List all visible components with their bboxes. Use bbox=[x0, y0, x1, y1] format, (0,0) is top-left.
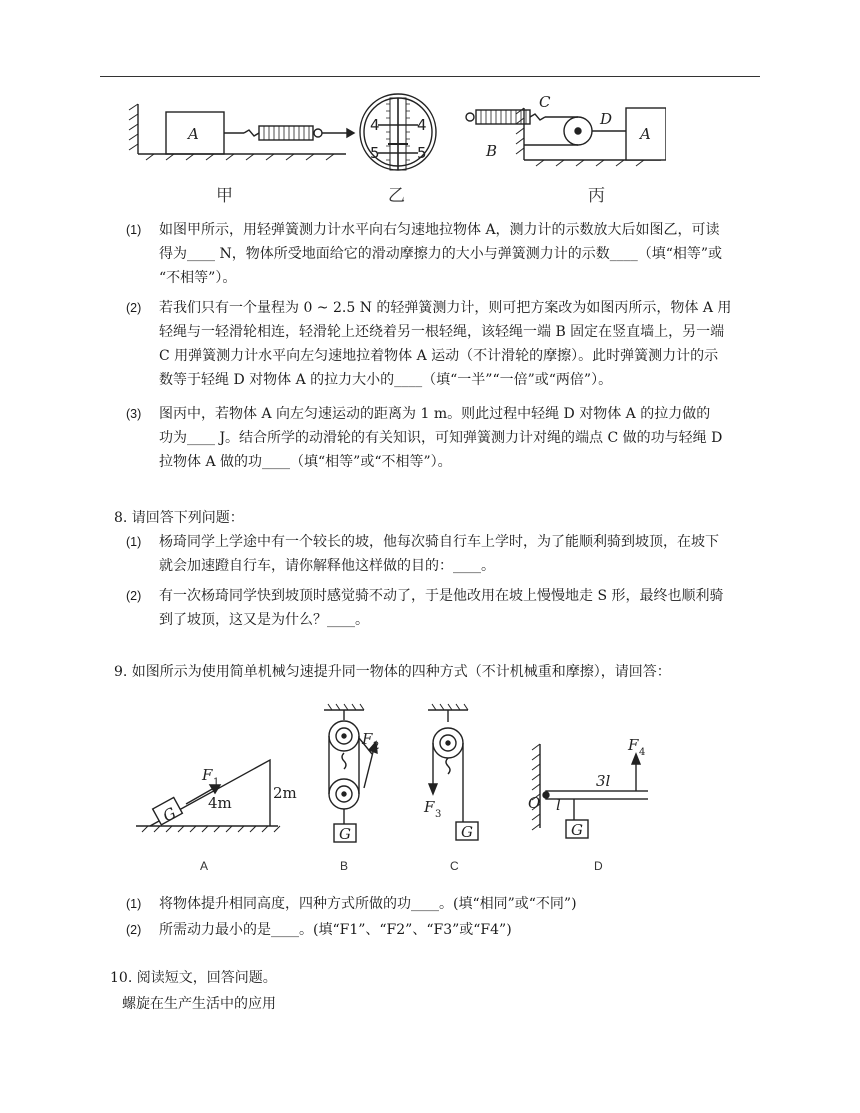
text-line: 若我们只有一个量程为 0 ~ 2.5 N 的轻弹簧测力计，则可把方案改为如图丙所示，物体 A 用 bbox=[159, 300, 732, 316]
f1-sub: 1 bbox=[213, 777, 220, 788]
lever-pivot: O bbox=[528, 794, 541, 812]
g-label-b: G bbox=[339, 825, 351, 843]
f3-label: F bbox=[424, 798, 435, 816]
text-line: 数等于轻绳 D 对物体 A 的拉力大小的____（填“一半”“一倍”或“两倍”）。 bbox=[159, 372, 613, 388]
q8-title: 8. 请回答下列问题： bbox=[114, 510, 244, 526]
f2-label: F bbox=[362, 730, 373, 748]
point-c: C bbox=[539, 93, 551, 111]
text-line: 有一次杨琦同学快到坡顶时感觉骑不动了，于是他改用在坡上慢慢地走 S 形，最终也顺利骑 bbox=[159, 588, 724, 604]
q9-part-2 bbox=[126, 918, 776, 942]
text-line: 就会加速蹬自行车，请你解释他这样做的目的：____。 bbox=[159, 558, 495, 574]
q10-title: 10. 阅读短文，回答问题。 bbox=[110, 970, 277, 986]
label-jia: 甲 bbox=[216, 186, 233, 206]
slope-height: 2m bbox=[273, 784, 297, 802]
text-line: 得为____ N，物体所受地面给它的滑动摩擦力的大小与弹簧测力计的示数____（填“相等”或 bbox=[159, 246, 723, 262]
label-yi: 乙 bbox=[388, 186, 405, 206]
part-number: (2) bbox=[126, 301, 142, 315]
f1-label: F bbox=[202, 766, 213, 784]
point-b: B bbox=[486, 142, 498, 160]
text-line: 功为____ J。结合所学的动滑轮的有关知识，可知弹簧测力计对绳的端点 C 做的功与轻绳 D bbox=[159, 430, 723, 446]
f2-sub: 2 bbox=[373, 741, 380, 752]
q7-part-3 bbox=[126, 402, 776, 474]
friction-experiment-figure bbox=[126, 84, 666, 210]
lever-long-arm: 3l bbox=[596, 772, 611, 790]
q8-part-1 bbox=[126, 530, 776, 578]
caption-c: C bbox=[450, 859, 459, 873]
scale-5-left: 5 bbox=[370, 144, 380, 162]
simple-machines-figure bbox=[128, 698, 648, 884]
text-line: 杨琦同学上学途中有一个较长的坡，他每次骑自行车上学时，为了能顺利骑到坡顶，在坡下 bbox=[159, 534, 719, 550]
block-a-jia: A bbox=[188, 125, 199, 143]
text-line: 如图甲所示，用轻弹簧测力计水平向右匀速地拉物体 A，测力计的示数放大后如图乙，可读 bbox=[159, 222, 720, 238]
text-line: C 用弹簧测力计水平向左匀速地拉着物体 A 运动（不计滑轮的摩擦）。此时弹簧测力计的示 bbox=[159, 348, 719, 364]
text-line: “不相等”）。 bbox=[159, 270, 237, 286]
part-number: (2) bbox=[126, 589, 142, 603]
slope-length: 4m bbox=[208, 794, 232, 812]
part-number: (1) bbox=[126, 223, 142, 237]
scale-4-left: 4 bbox=[370, 116, 380, 134]
point-d: D bbox=[600, 110, 613, 128]
q9-part-1 bbox=[126, 892, 776, 916]
part-number: (1) bbox=[126, 897, 142, 911]
lever-short-arm: l bbox=[556, 796, 561, 814]
text-line: 轻绳与一轻滑轮相连，轻滑轮上还绕着另一根轻绳，该轻绳一端 B 固定在竖直墙上，另一端 bbox=[159, 324, 725, 340]
text-line: 将物体提升相同高度，四种方式所做的功____。(填“相同”或“不同”) bbox=[159, 896, 577, 912]
q7-part-2 bbox=[126, 296, 776, 392]
block-a-bing: A bbox=[640, 125, 651, 143]
label-bing: 丙 bbox=[588, 186, 605, 206]
text-line: 拉物体 A 做的功____（填“相等”或“不相等”）。 bbox=[159, 454, 452, 470]
f4-label: F bbox=[628, 736, 639, 754]
g-label-a: G bbox=[159, 803, 180, 826]
g-label-d: G bbox=[571, 821, 583, 839]
text-line: 图丙中，若物体 A 向左匀速运动的距离为 1 m。则此过程中轻绳 D 对物体 A 的拉力做的 bbox=[159, 406, 711, 422]
g-label-c: G bbox=[461, 823, 473, 841]
scale-4-right: 4 bbox=[417, 116, 427, 134]
text-line: 到了坡顶，这又是为什么？____。 bbox=[159, 612, 369, 628]
q8-part-2 bbox=[126, 584, 776, 632]
caption-a: A bbox=[200, 859, 209, 873]
caption-b: B bbox=[340, 859, 349, 873]
part-number: (2) bbox=[126, 923, 142, 937]
q9-title: 9. 如图所示为使用简单机械匀速提升同一物体的四种方式（不计机械重和摩擦），请回答： bbox=[114, 664, 671, 680]
part-number: (3) bbox=[126, 407, 142, 421]
part-number: (1) bbox=[126, 535, 142, 549]
caption-d: D bbox=[594, 859, 603, 873]
q7-part-1 bbox=[126, 218, 776, 290]
f3-sub: 3 bbox=[435, 809, 442, 820]
scale-5-right: 5 bbox=[417, 144, 427, 162]
f4-sub: 4 bbox=[639, 747, 646, 758]
q10-subtitle: 螺旋在生产生活中的应用 bbox=[122, 996, 276, 1012]
header-rule bbox=[100, 76, 760, 77]
text-line: 所需动力最小的是____。(填“F1”、“F2”、“F3”或“F4”) bbox=[159, 922, 512, 938]
